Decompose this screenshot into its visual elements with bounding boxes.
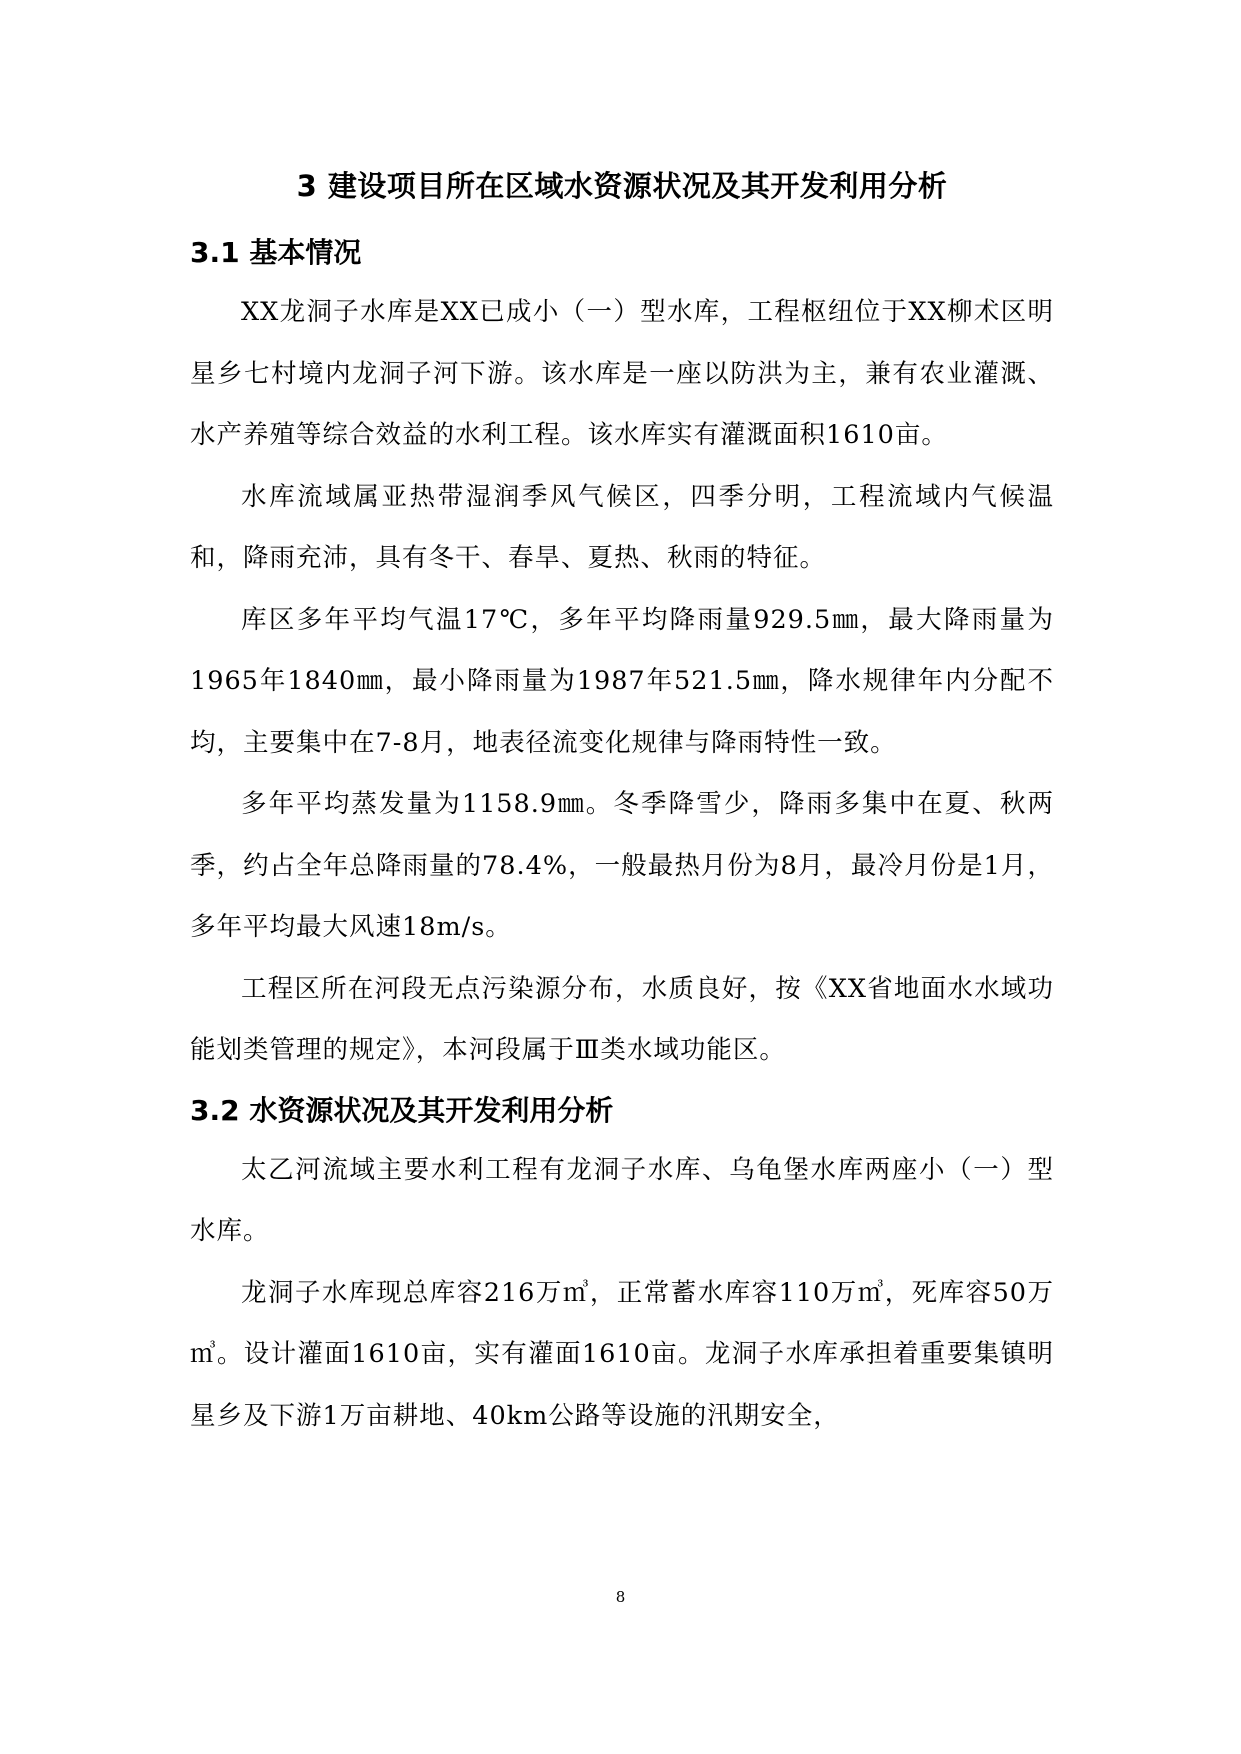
- page-number: 8: [615, 1588, 626, 1606]
- paragraph: 多年平均蒸发量为1158.9㎜。冬季降雪少，降雨多集中在夏、秋两季，约占全年总降雨量的78.4%，一般最热月份为8月，最冷月份是1月，多年平均最大风速18m/s。: [190, 789, 1054, 942]
- chapter-title: 3 建设项目所在区域水资源状况及其开发利用分析: [296, 169, 948, 203]
- paragraph: 太乙河流域主要水利工程有龙洞子水库、乌龟堡水库两座小（一）型水库。: [190, 1154, 1054, 1246]
- paragraph: 库区多年平均气温17℃，多年平均降雨量929.5㎜，最大降雨量为1965年1840㎜，最小降雨量为1987年521.5㎜，降水规律年内分配不均，主要集中在7-8月，地表径流变化规律与降雨特性一致。: [190, 604, 1054, 758]
- page-content: [190, 158, 1054, 1447]
- paragraph: 龙洞子水库现总库容216万㎥，正常蓄水库容110万㎥，死库容50万㎥。设计灌面1610亩，实有灌面1610亩。龙洞子水库承担着重要集镇明星乡及下游1万亩耕地、40km公路等设施的汛期安全，: [190, 1277, 1054, 1431]
- section-heading-3-2: 3.2 水资源状况及其开发利用分析: [190, 1093, 614, 1127]
- section-heading-3-1: 3.1 基本情况: [190, 236, 362, 269]
- paragraph: 水库流域属亚热带湿润季风气候区，四季分明，工程流域内气候温和，降雨充沛，具有冬干、春旱、夏热、秋雨的特征。: [190, 481, 1054, 573]
- paragraph: XX龙洞子水库是XX已成小（一）型水库，工程枢纽位于XX柳术区明星乡七村境内龙洞子河下游。该水库是一座以防洪为主，兼有农业灌溉、水产养殖等综合效益的水利工程。该水库实有灌溉面积1610亩。: [190, 297, 1054, 450]
- paragraph: 工程区所在河段无点污染源分布，水质良好，按《XX省地面水水域功能划类管理的规定》，本河段属于Ⅲ类水域功能区。: [190, 973, 1054, 1065]
